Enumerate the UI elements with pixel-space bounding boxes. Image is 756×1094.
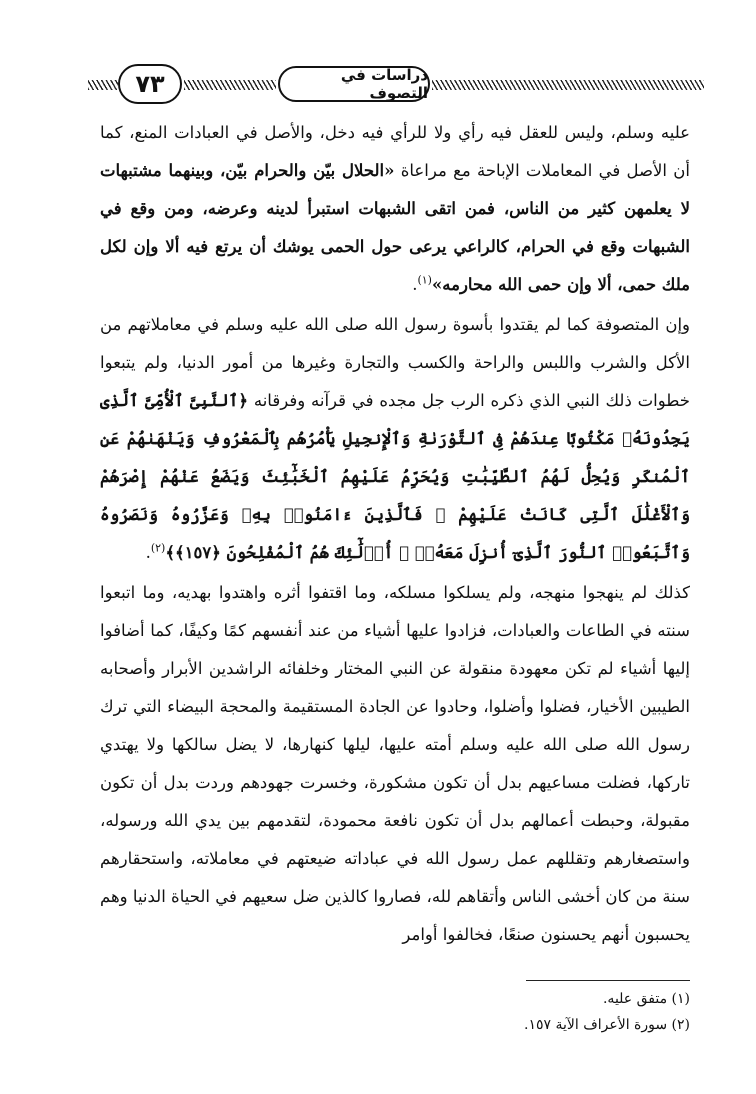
paragraph-2: وإن المتصوفة كما لم يقتدوا بأسوة رسول الله صلى الله عليه وسلم في معاملاتهم من الأكل والشرب واللبس والراحة والكسب والتجارة وغيرها من أمور الدنيا، ولم يتبعوا خطوات ذلك النبي الذي ذكره الرب جل مجده في قرآنه وفرقانه ﴿ٱلنَّبِىَّ ٱلْأُمِّىَّ ٱلَّذِى يَجِدُونَهُۥ مَكْتُوبًا عِندَهُمْ فِى ٱلتَّوْرَىٰةِ وَٱلْإِنجِيلِ يَأْمُرُهُم بِٱلْمَعْرُوفِ وَيَنْهَىٰهُمْ عَنِ ٱلْمُنكَرِ وَيُحِلُّ لَهُمُ ٱلطَّيِّبَٰتِ وَيُحَرِّمُ عَلَيْهِمُ ٱلْخَبَٰٓئِثَ وَيَضَعُ عَنْهُمْ إِصْرَهُمْ وَٱلْأَغْلَٰلَ ٱلَّتِى كَانَتْ عَلَيْهِمْ ۚ فَٱلَّذِينَ ءَامَنُوا۟ بِهِۦ وَعَزَّرُوهُ وَنَصَرُوهُ وَٱتَّبَعُوا۟ ٱلنُّورَ ٱلَّذِىٓ أُنزِلَ مَعَهُۥٓ ۙ أُو۟لَٰٓئِكَ هُمُ ٱلْمُفْلِحُونَ ﴿١٥٧﴾﴾$^{(٢)}$.: [100, 315, 690, 562]
footnote-2: (٢) سورة الأعراف الآية ١٥٧.: [524, 1017, 690, 1033]
paragraph-1-text: عليه وسلم، وليس للعقل فيه رأي ولا للرأي فيه دخل، والأصل في العبادات المنع، كما أن الأصل في المعاملات الإباحة مع مراعاة: [100, 123, 690, 180]
footnote-ref-1: (١): [417, 273, 432, 287]
page-header: [88, 62, 704, 110]
footnote-1: (١) متفق عليه.: [602, 991, 690, 1007]
footnote-ref-2: (٢): [150, 541, 166, 555]
header-ornament-right: [432, 80, 704, 90]
running-title: دراسات في التصوف: [278, 66, 430, 102]
header-ornament-middle: [184, 80, 276, 90]
footnotes: [100, 986, 690, 1038]
paragraph-3: [100, 574, 690, 954]
footnote-divider: [526, 980, 690, 981]
paragraph-2-text: وإن المتصوفة كما لم يقتدوا بأسوة رسول الله صلى الله عليه وسلم في معاملاتهم من الأكل والشرب واللبس والراحة والكسب والتجارة وغيرها من أمور الدنيا، ولم يتبعوا خطوات ذلك النبي الذي ذكره الرب جل مجده في قرآنه وفرقانه: [100, 315, 690, 410]
paragraph-1: عليه وسلم، وليس للعقل فيه رأي ولا للرأي فيه دخل، والأصل في العبادات المنع، كما أن الأصل في المعاملات الإباحة مع مراعاة «الحلال بيّن والحرام بيّن، وبينهما مشتبهات لا يعلمهن كثير من الناس، فمن اتقى الشبهات استبرأ لدينه وعرضه، ومن وقع في الشبهات وقع في الحرام، كالراعي يرعى حول الحمى يوشك أن يرتع فيه ألا وإن لكل ملك حمى، ألا وإن حمى الله محارمه»$^{(١)}$.: [100, 123, 690, 294]
quran-verse: ﴿ٱلنَّبِىَّ ٱلْأُمِّىَّ ٱلَّذِى يَجِدُونَهُۥ مَكْتُوبًا عِندَهُمْ فِى ٱلتَّوْرَىٰةِ وَٱلْإِنجِيلِ يَأْمُرُهُم بِٱلْمَعْرُوفِ وَيَنْهَىٰهُمْ عَنِ ٱلْمُنكَرِ وَيُحِلُّ لَهُمُ ٱلطَّيِّبَٰتِ وَيُحَرِّمُ عَلَيْهِمُ ٱلْخَبَٰٓئِثَ وَيَضَعُ عَنْهُمْ إِصْرَهُمْ وَٱلْأَغْلَٰلَ ٱلَّتِى كَانَتْ عَلَيْهِمْ ۚ فَٱلَّذِينَ ءَامَنُوا۟ بِهِۦ وَعَزَّرُوهُ وَنَصَرُوهُ وَٱتَّبَعُوا۟ ٱلنُّورَ ٱلَّذِىٓ أُنزِلَ مَعَهُۥٓ ۙ أُو۟لَٰٓئِكَ هُمُ ٱلْمُفْلِحُونَ ﴿١٥٧﴾﴾: [100, 391, 690, 562]
header-ornament-left: [88, 80, 118, 90]
paragraph-3-text: كذلك لم ينهجوا منهجه، ولم يسلكوا مسلكه، وما اقتفوا أثره واهتدوا بهديه، وما اتبعوا سنته في الطاعات والعبادات، فزادوا عليها أشياء من عند أنفسهم كمًا وكيفًا، كما أضافوا إليها أشياء لم تكن معهودة منقولة عن النبي المختار وخلفائه الراشدين الأبرار وأصحابه الطيبين الأخيار، فضلوا وأضلوا، وحادوا عن الجادة المستقيمة والمحجة البيضاء التي ترك رسول الله صلى الله عليه وسلم أمته عليها، ليلها كنهارها، لا يضل سالكها ولا يهتدي تاركها، فضلت مساعيهم بدل أن تكون مشكورة، وخسرت جهودهم وردت بدل أن تكون مقبولة، وحبطت أعمالهم بدل أن تكون نافعة محمودة، لتقدمهم بين يدي الله ورسوله، واستصغارهم وتقللهم عمل رسول الله في عباداته ضيعتهم في معاملاته، واستحقارهم سنة من كان أخشى الناس وأتقاهم لله، فصاروا كالذين ضل سعيهم في الحياة الدنيا وهم يحسبون أنهم يحسنون صنعًا، فخالفوا أوامر: [100, 583, 690, 944]
hadith-quote: «الحلال بيّن والحرام بيّن، وبينهما مشتبهات لا يعلمهن كثير من الناس، فمن اتقى الشبهات استبرأ لدينه وعرضه، ومن وقع في الشبهات وقع في الحرام، كالراعي يرعى حول الحمى يوشك أن يرتع فيه ألا وإن لكل ملك حمى، ألا وإن حمى الله محارمه»: [100, 161, 690, 294]
page-number: ٧٣: [118, 64, 182, 104]
